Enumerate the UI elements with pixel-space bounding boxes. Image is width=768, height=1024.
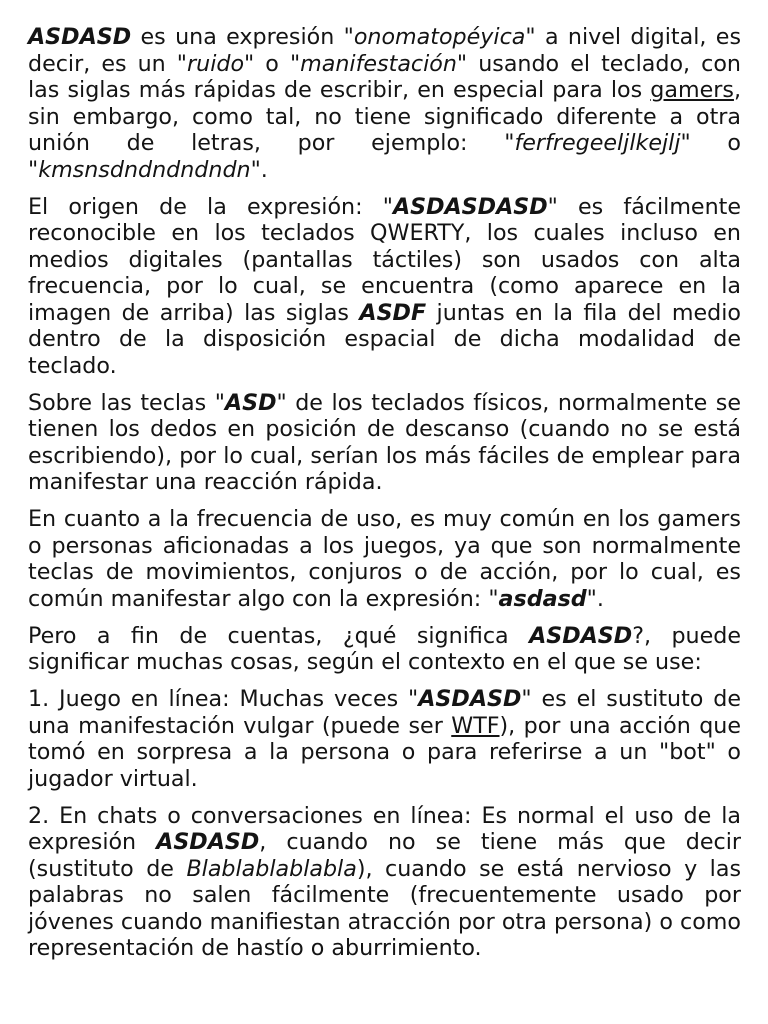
text-span: ". — [586, 585, 604, 612]
gamers-link[interactable]: gamers — [650, 77, 734, 103]
paragraph-meaning — [28, 623, 741, 676]
text-span: , cuando no se tiene más que decir (sustituto de — [28, 829, 741, 882]
list-item-chats — [28, 803, 741, 962]
text-span: " o " — [244, 50, 301, 77]
term-asd: ASD — [224, 389, 277, 416]
wtf-link[interactable]: WTF — [451, 712, 500, 739]
term-asdf: ASDF — [359, 299, 427, 326]
text-span: El origen de la expresión: " — [28, 193, 393, 220]
list-item-online-game — [28, 686, 741, 792]
text-span: " a nivel digital, es decir, es un " — [28, 24, 742, 77]
text-span: ?, puede significar muchas cosas, según el contexto en el que se use: — [28, 622, 741, 675]
paragraph-origin — [28, 194, 741, 380]
paragraph-keys — [28, 390, 741, 496]
text-span: Sobre las teclas " — [28, 389, 225, 416]
italic-term: ruido — [187, 50, 245, 77]
paragraph-frequency — [28, 506, 741, 612]
text-span: " de los teclados físicos, normalmente se tienen los dedos en posición de descanso (cuando no se está escribiendo), por lo cual, serían los más fáciles de emplear para manifestar una reacción rápida. — [28, 389, 741, 495]
text-span: Pero a fin de cuentas, ¿qué significa — [28, 622, 530, 649]
italic-term: Blablablablabla — [186, 855, 357, 882]
text-span: ), cuando se está nervioso y las palabras no salen fácilmente (frecuentemente usado por jóvenes cuando manifiestan atracción por otra persona) o como representación de hastío o aburrimiento. — [28, 855, 741, 961]
italic-example: ferfregeeljlkejlj — [514, 130, 681, 156]
text-span: juntas en la fila del medio dentro de la disposición espacial de dicha modalidad de teclado. — [28, 299, 741, 379]
text-span: En cuanto a la frecuencia de uso, es muy común en los gamers o personas aficionadas a los juegos, ya que son normalmente teclas de movimientos, conjuros o de acción, por lo cual, es común manifestar algo con la expresión: " — [28, 506, 741, 612]
text-span: 1. Juego en línea: Muchas veces " — [28, 686, 419, 712]
paragraph-definition — [28, 24, 741, 183]
term-asdasd: ASDASD — [529, 622, 633, 649]
text-span: " usando el teclado, con las siglas más rápidas de escribir, en especial para los — [28, 50, 741, 103]
text-span: es una expresión " — [131, 24, 354, 50]
text-span: ), por una acción que tomó en sorpresa a la persona o para referirse a un "bot" o jugador virtual. — [28, 712, 741, 792]
text-span: ". — [250, 156, 268, 183]
italic-example: kmsnsdndndndndn — [38, 156, 251, 183]
article-body — [28, 24, 741, 972]
text-span: " es fácilmente reconocible en los teclados QWERTY, los cuales incluso en medios digitales (pantallas táctiles) son usados con alta frecuencia, por lo cual, se encuentra (como aparece en la imagen de arriba) las siglas — [28, 193, 741, 326]
italic-term: manifestación — [300, 50, 457, 77]
term-asdasdasd: ASDASDASD — [392, 193, 548, 220]
text-span: " es el sustituto de una manifestación vulgar (puede ser — [28, 686, 742, 739]
term-asdasd: ASDASD — [28, 24, 132, 50]
text-span: " o " — [28, 130, 741, 183]
text-span: , sin embargo, como tal, no tiene significado diferente a otra unión de letras, por ejemplo: " — [28, 77, 741, 156]
term-asdasd-lower: asdasd — [498, 585, 587, 612]
text-span: 2. En chats o conversaciones en línea: Es normal el uso de la expresión — [28, 802, 741, 855]
italic-term: onomatopéyica — [353, 24, 526, 50]
term-asdasd: ASDASD — [418, 686, 522, 712]
term-asdasd: ASDASD — [156, 829, 260, 855]
